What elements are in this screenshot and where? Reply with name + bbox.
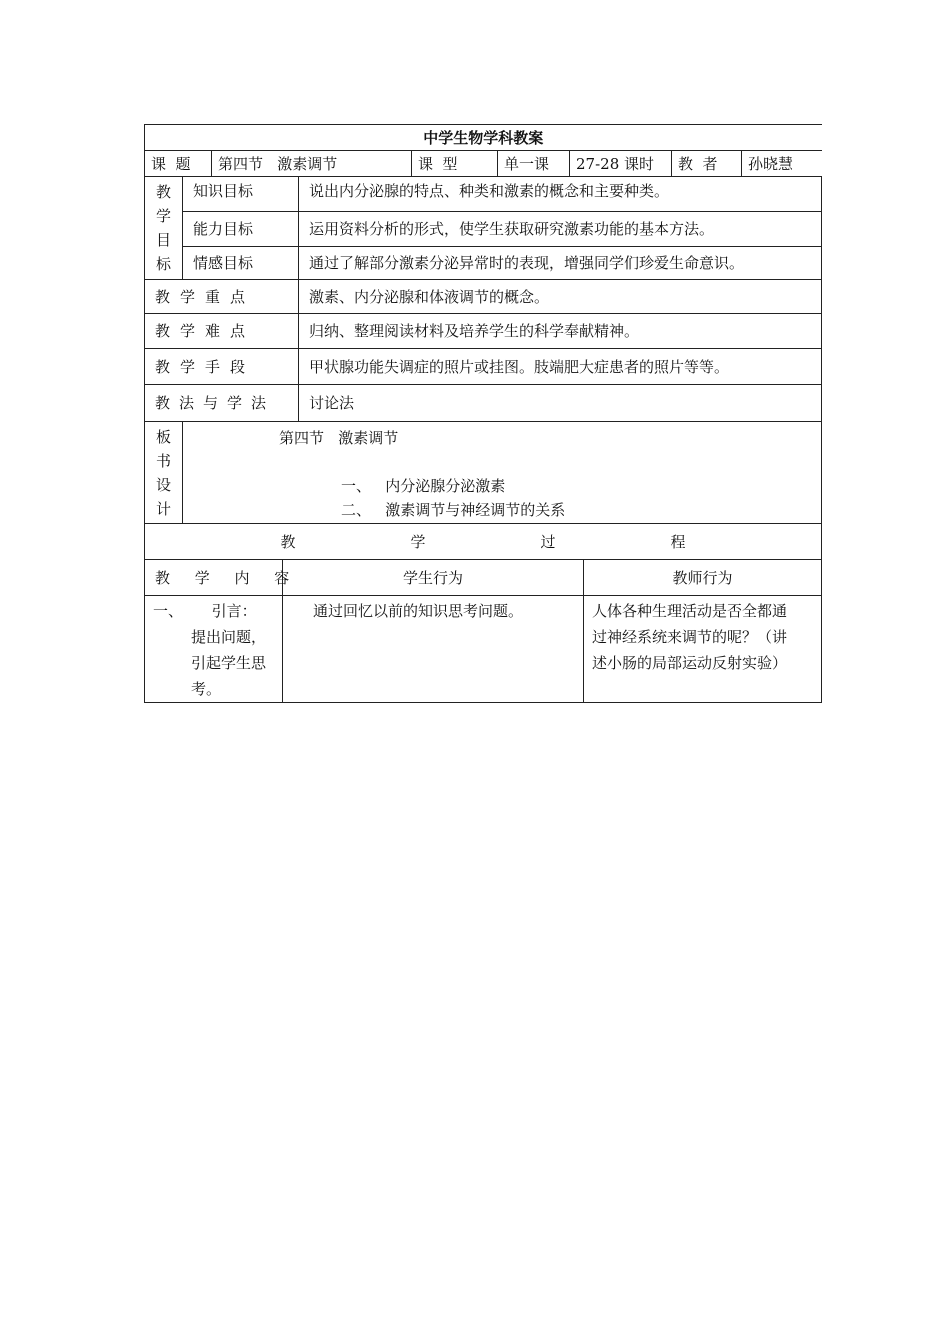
focus-label: 教学重点: [145, 280, 299, 314]
objective-label: 情感目标: [183, 247, 299, 280]
teacher-label: 教 者: [672, 151, 742, 177]
title-row: [145, 125, 822, 151]
col-student-header: 学生行为: [283, 560, 584, 596]
method-label: 教法与学法: [145, 385, 299, 422]
board-spacer: [279, 450, 815, 474]
method-row: [145, 385, 822, 422]
board-item: 一、 内分泌腺分泌激素: [341, 477, 506, 495]
objective-value: 说出内分泌腺的特点、种类和激素的概念和主要种类。: [299, 177, 822, 212]
process-teacher-line: 过神经系统来调节的呢？（讲: [592, 628, 788, 646]
summary-table: [144, 279, 822, 422]
board-heading: 第四节 激素调节: [279, 429, 399, 447]
type-label: 课 型: [412, 151, 498, 177]
side-char: 标: [155, 255, 171, 273]
lesson-plan-document: [144, 124, 821, 703]
board-side-label: [145, 422, 183, 524]
side-char: 板: [155, 428, 171, 446]
board-item: 二、 激素调节与神经调节的关系: [341, 501, 566, 519]
hours-value: 27-28 课时: [570, 151, 672, 177]
teacher-value: 孙晓慧: [742, 151, 822, 177]
process-content-line: 引起学生思: [191, 654, 267, 672]
side-char: 设: [155, 476, 171, 494]
side-char: 书: [155, 452, 171, 470]
topic-value: 第四节 激素调节: [212, 151, 412, 177]
board-content: [183, 422, 822, 524]
info-row: [145, 151, 822, 177]
objective-value: 通过了解部分激素分泌异常时的表现，增强同学们珍爱生命意识。: [299, 247, 822, 280]
means-row: [145, 349, 822, 385]
objectives-side-label: [145, 177, 183, 280]
objective-label: 能力目标: [183, 212, 299, 247]
difficulty-label: 教学难点: [145, 314, 299, 349]
method-value: 讨论法: [299, 385, 822, 422]
side-char: 教: [155, 183, 171, 201]
side-char: 目: [155, 231, 171, 249]
page-title: 中学生物学科教案: [145, 125, 822, 151]
topic-label: 课 题: [145, 151, 212, 177]
process-table: [144, 523, 822, 703]
process-student-cell: 通过回忆以前的知识思考问题。: [283, 596, 584, 703]
lesson-plan-table: [144, 124, 822, 151]
process-content-line: 提出问题，: [191, 628, 267, 646]
process-content-line: 考。: [191, 680, 222, 698]
process-teacher-line: 述小肠的局部运动反射实验）: [592, 654, 788, 672]
side-char: 学: [155, 207, 171, 225]
objective-row: [145, 247, 822, 280]
side-char: 计: [155, 500, 171, 518]
type-value: 单一课: [498, 151, 570, 177]
process-teacher-cell: [584, 596, 822, 703]
objective-value: 运用资料分析的形式，使学生获取研究激素功能的基本方法。: [299, 212, 822, 247]
means-value: 甲状腺功能失调症的照片或挂图。肢端肥大症患者的照片等等。: [299, 349, 822, 385]
process-heading-char: 学: [410, 532, 426, 551]
col-teacher-header: 教师行为: [584, 560, 822, 596]
process-content-cell: [145, 596, 283, 703]
means-label: 教学手段: [145, 349, 299, 385]
info-table: [144, 150, 822, 177]
board-table: [144, 421, 822, 524]
focus-row: [145, 280, 822, 314]
process-teacher-line: 人体各种生理活动是否全都通: [592, 602, 788, 620]
col-content-header: 教 学 内 容: [145, 560, 283, 596]
objective-row: [145, 177, 822, 212]
process-row: [145, 596, 822, 703]
process-heading-row: [145, 524, 822, 560]
difficulty-value: 归纳、整理阅读材料及培养学生的科学奉献精神。: [299, 314, 822, 349]
objectives-table: [144, 176, 822, 280]
board-row: [145, 422, 822, 524]
process-heading-char: 教: [280, 532, 296, 551]
difficulty-row: [145, 314, 822, 349]
process-content-line: 一、 引言：: [153, 602, 257, 620]
process-heading: [145, 524, 822, 560]
objective-label: 知识目标: [183, 177, 299, 212]
process-heading-char: 程: [670, 532, 686, 551]
focus-value: 激素、内分泌腺和体液调节的概念。: [299, 280, 822, 314]
objective-row: [145, 212, 822, 247]
process-columns-row: [145, 560, 822, 596]
process-heading-char: 过: [540, 532, 556, 551]
